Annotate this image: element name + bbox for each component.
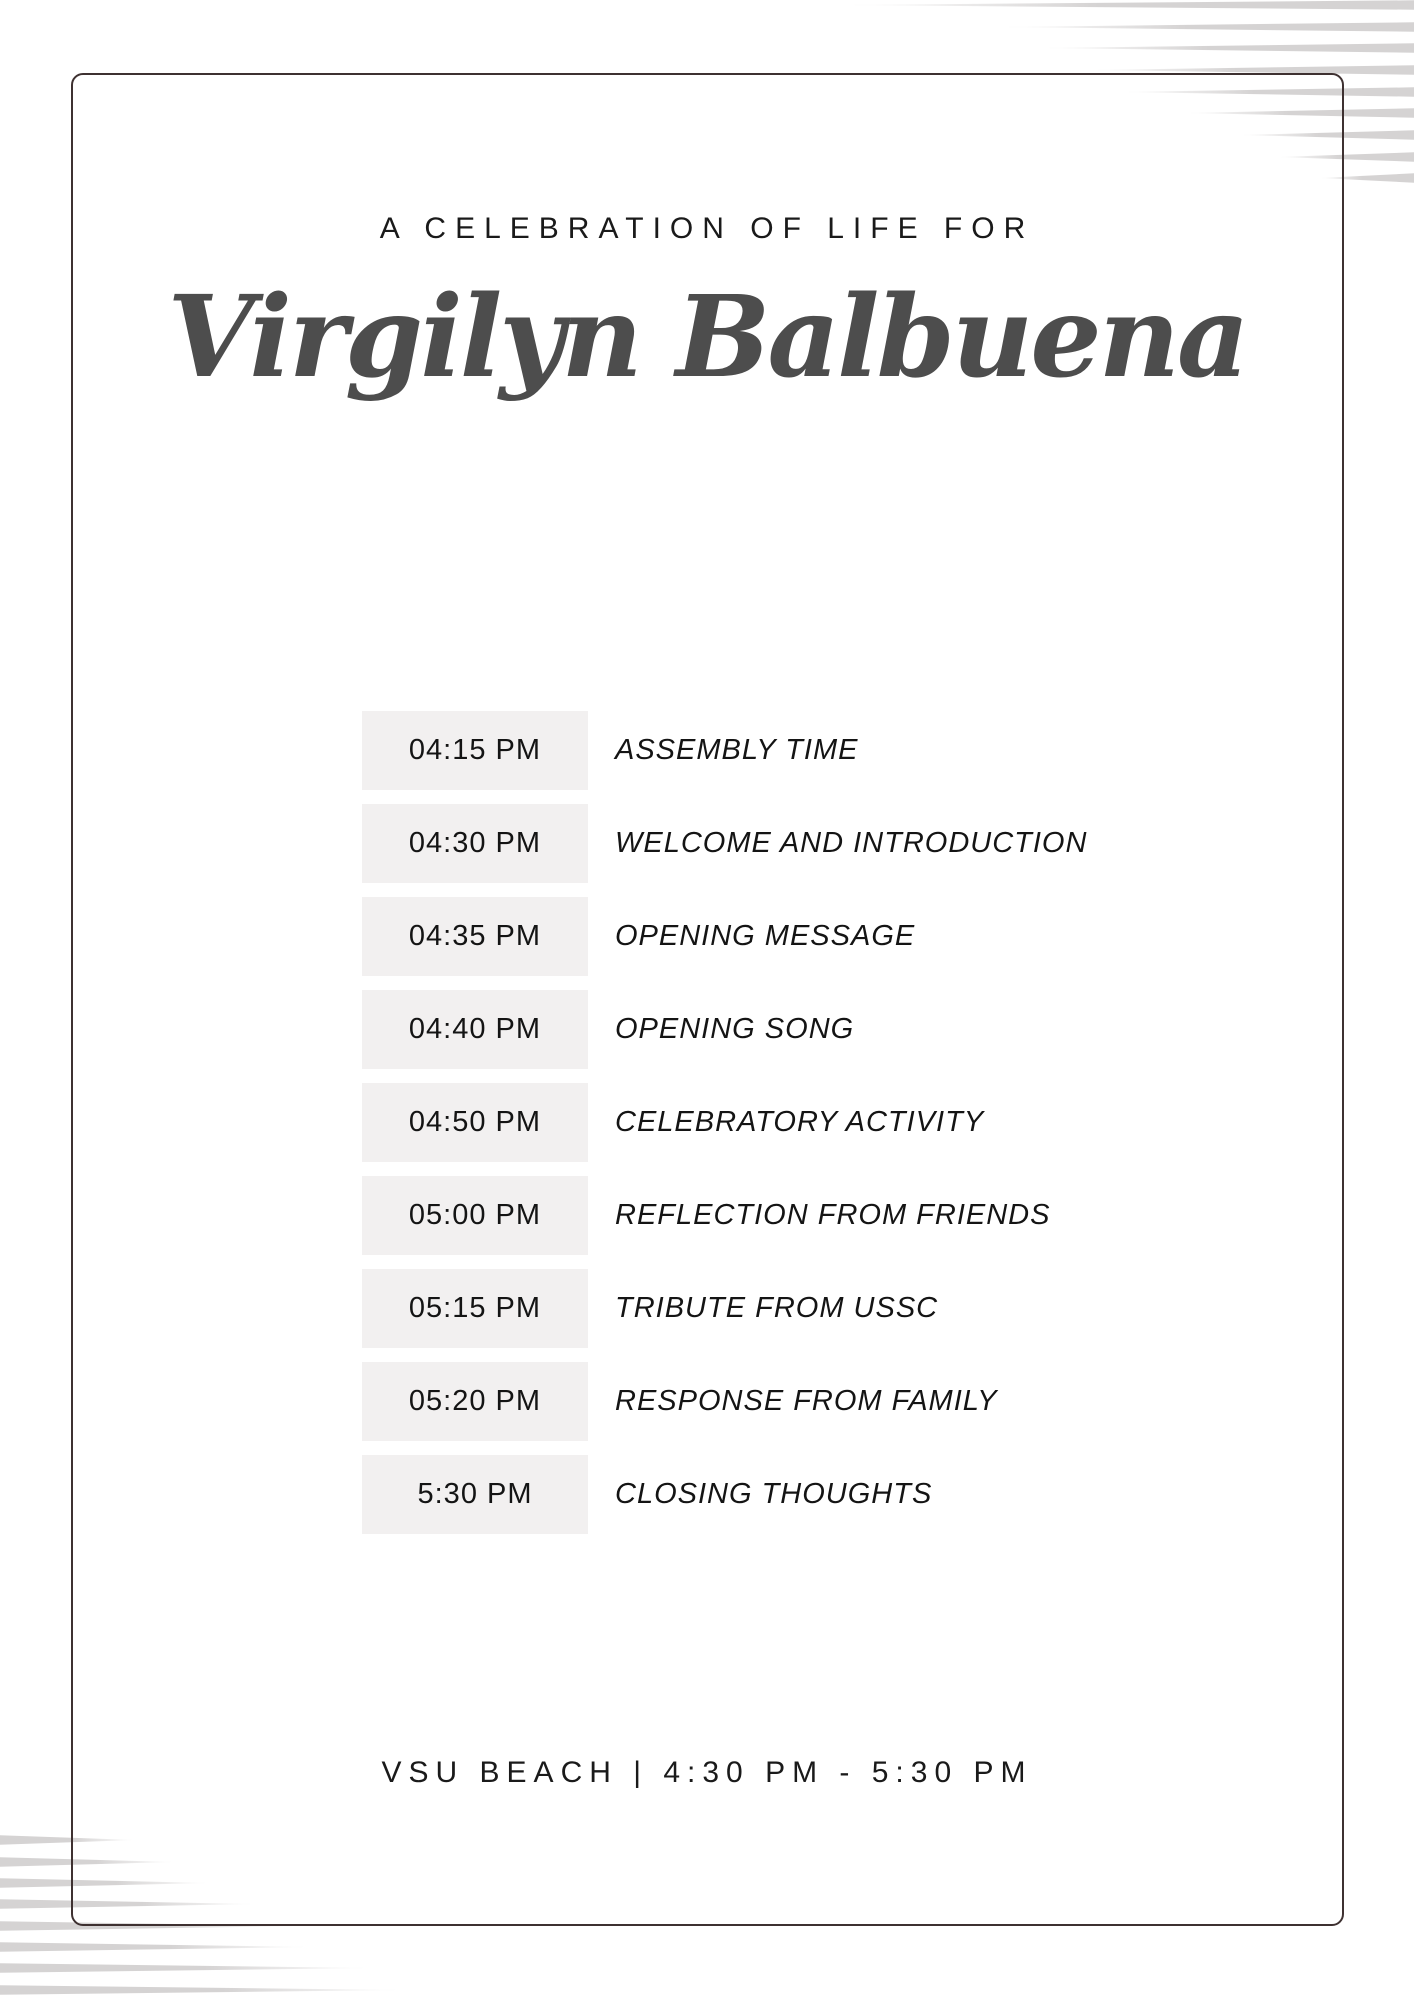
time-box: 04:40 PM <box>362 990 588 1069</box>
time-box: 04:15 PM <box>362 711 588 790</box>
time-box: 04:30 PM <box>362 804 588 883</box>
schedule-row <box>362 897 1087 976</box>
event-label: TRIBUTE FROM USSC <box>615 1292 939 1324</box>
event-label: RESPONSE FROM FAMILY <box>615 1385 998 1417</box>
schedule-row <box>362 711 1087 790</box>
eyebrow-text: A CELEBRATION OF LIFE FOR <box>379 212 1035 245</box>
event-label: CLOSING THOUGHTS <box>615 1478 933 1510</box>
schedule-row <box>362 1176 1087 1255</box>
time-box: 5:30 PM <box>362 1455 588 1534</box>
event-label: OPENING SONG <box>615 1013 855 1045</box>
time-box: 04:35 PM <box>362 897 588 976</box>
event-label: WELCOME AND INTRODUCTION <box>615 827 1088 859</box>
event-label: REFLECTION FROM FRIENDS <box>615 1199 1051 1231</box>
event-label: CELEBRATORY ACTIVITY <box>615 1106 985 1138</box>
time-box: 05:20 PM <box>362 1362 588 1441</box>
schedule-row <box>362 1083 1087 1162</box>
event-label: ASSEMBLY TIME <box>615 734 859 766</box>
time-box: 05:00 PM <box>362 1176 588 1255</box>
time-box: 05:15 PM <box>362 1269 588 1348</box>
schedule-list <box>362 711 1087 1534</box>
schedule-row <box>362 1362 1087 1441</box>
event-label: OPENING MESSAGE <box>615 920 916 952</box>
page-title: Virgilyn Balbuena <box>167 272 1247 403</box>
footer-venue-time: VSU BEACH | 4:30 PM - 5:30 PM <box>381 1756 1033 1789</box>
time-box: 04:50 PM <box>362 1083 588 1162</box>
schedule-row <box>362 990 1087 1069</box>
schedule-row <box>362 1455 1087 1534</box>
schedule-row <box>362 804 1087 883</box>
schedule-row <box>362 1269 1087 1348</box>
